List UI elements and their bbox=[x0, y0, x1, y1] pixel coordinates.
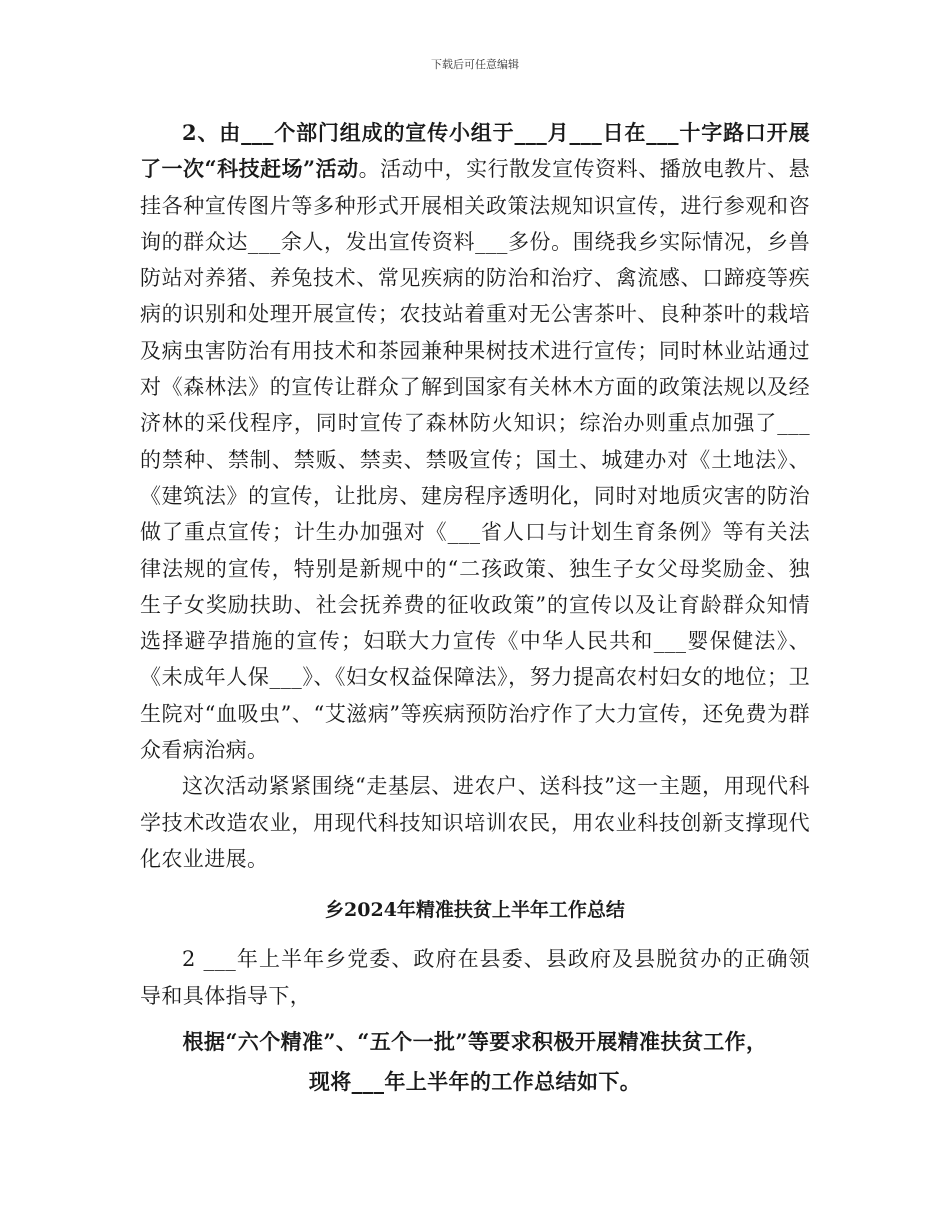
paragraph-activity bbox=[140, 115, 810, 768]
paragraph-requirement-line1: 根据“六个精准”、“五个一批”等要求积极开展精准扶贫工作， bbox=[182, 1028, 768, 1054]
paragraph-theme: 这次活动紧紧围绕“走基层、进农户、送科技”这一主题，用现代科学技术改造农业，用现代科技知识培训农民，用农业科技创新支撑现代化农业进展。 bbox=[140, 774, 810, 871]
paragraph-intro: 2 ___年上半年乡党委、政府在县委、县政府及县脱贫办的正确领导和具体指导下， bbox=[140, 947, 810, 1008]
paragraph-activity-lead: 2、由___个部门组成的宣传小组于___月___日在___十字路口开展了一次“科技赶场”活动 bbox=[140, 120, 810, 182]
page-header: 下载后可任意编辑 bbox=[431, 58, 519, 71]
paragraph-activity-body: 。活动中，实行散发宣传资料、播放电教片、悬挂各种宣传图片等多种形式开展相关政策法规知识宣传，进行参观和咨询的群众达___余人，发出宣传资料___多份。围绕我乡实际情况，乡兽防站对养猪、养兔技术、常见疾病的防治和治疗、禽流感、口蹄疫等疾病的识别和处理开展宣传；农技站着重对无公害茶叶、良种茶叶的栽培及病虫害防治有用技术和茶园兼种果树技术进行宣传；同时林业站通过对《森林法》的宣传让群众了解到国家有关林木方面的政策法规以及经济林的采伐程序，同时宣传了森林防火知识；综治办则重点加强了___的禁种、禁制、禁贩、禁卖、禁吸宣传；国土、城建办对《土地法》、《建筑法》的宣传，让批房、建房程序透明化，同时对地质灾害的防治做了重点宣传；计生办加强对《___省人口与计划生育条例》等有关法律法规的宣传，特别是新规中的“二孩政策、独生子女父母奖励金、独生子女奖励扶助、社会抚养费的征收政策”的宣传以及让育龄群众知情选择避孕措施的宣传；妇联大力宣传《中华人民共和___婴保健法》、《未成年人保___》、《妇女权益保障法》，努力提高农村妇女的地位；卫生院对“血吸虫”、“艾滋病”等疾病预防治疗作了大力宣传，还免费为群众看病治病。 bbox=[140, 157, 810, 763]
section-title: 乡2024年精准扶贫上半年工作总结 bbox=[325, 899, 625, 922]
paragraph-requirement-line2: 现将___年上半年的工作总结如下。 bbox=[308, 1068, 642, 1094]
document-body bbox=[140, 115, 810, 1102]
